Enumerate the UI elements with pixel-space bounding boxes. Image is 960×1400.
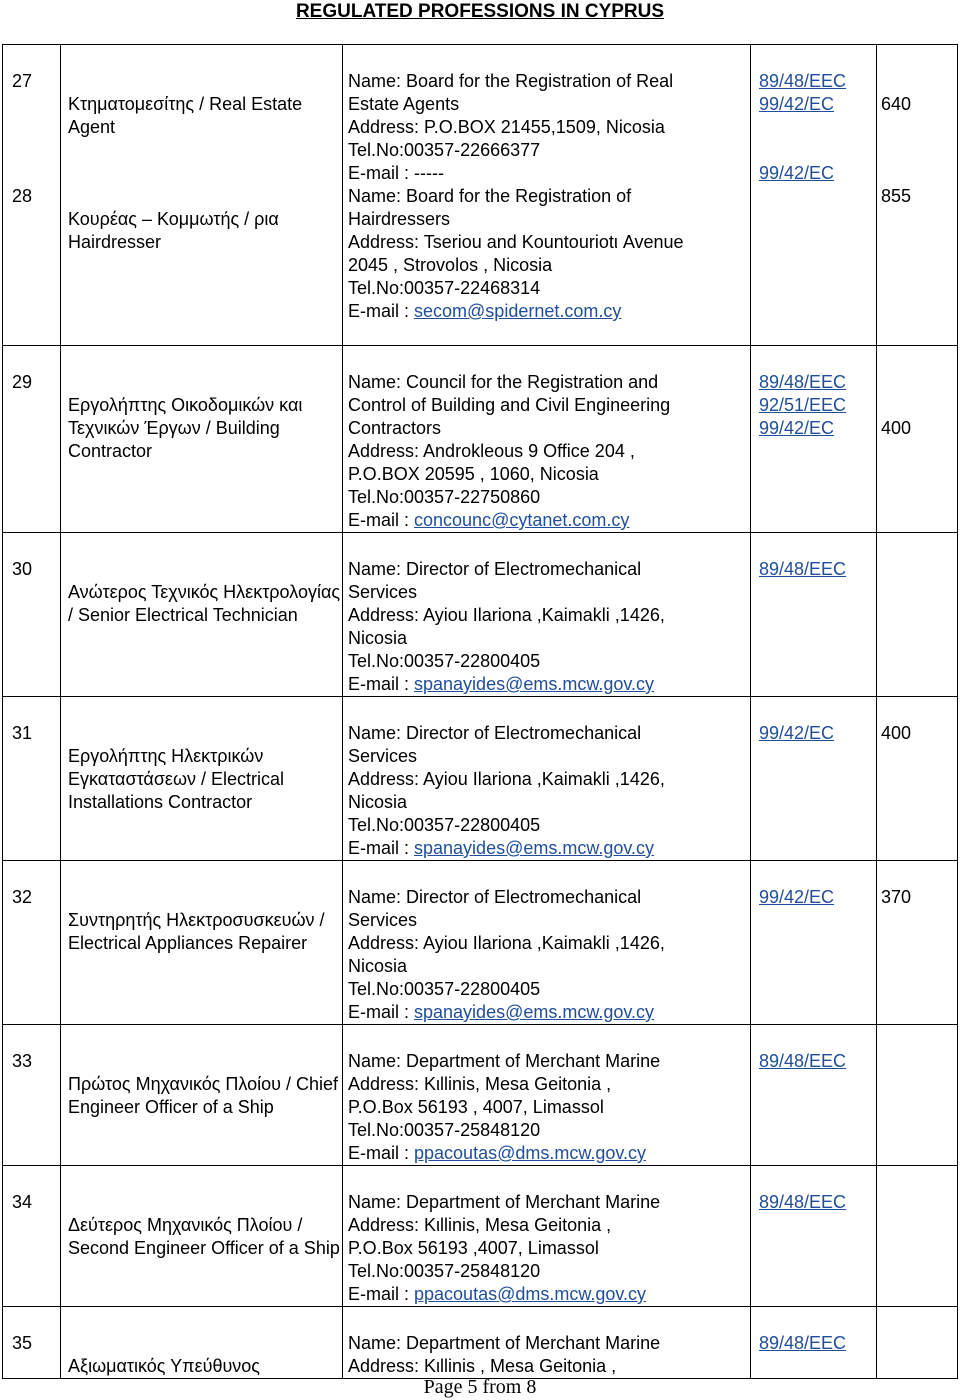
contact-line: Name: Director of Electromechanical <box>348 559 642 579</box>
email-line <box>348 509 750 532</box>
table-row <box>3 533 958 697</box>
count-value: 370 <box>881 887 912 907</box>
directive-cell <box>751 1307 877 1379</box>
contact-line: Tel.No:00357-22666377 <box>348 140 541 160</box>
contact-line: Nicosia <box>348 792 408 812</box>
directive-cell <box>751 861 877 1025</box>
count-cell <box>877 1025 958 1166</box>
email-label: E-mail : <box>348 838 415 858</box>
contact-line: P.O.Box 56193 , 4007, Limassol <box>348 1097 604 1117</box>
row-number-cell <box>3 861 61 1025</box>
email-link[interactable]: spanayides@ems.mcw.gov.cy <box>414 1002 655 1022</box>
directive-link[interactable]: 89/48/EEC <box>759 1333 847 1353</box>
profession-cell <box>61 861 343 1025</box>
contact-line: Name: Board for the Registration of Real <box>348 71 674 91</box>
email-label: E-mail : <box>348 510 415 530</box>
contact-line: Name: Board for the Registration of <box>348 186 632 206</box>
competent-authority-cell <box>343 861 751 1025</box>
email-line <box>348 300 750 323</box>
email-link[interactable]: secom@spidernet.com.cy <box>414 301 622 321</box>
profession-name: Εργολήπτης Ηλεκτρικών Εγκαταστάσεων / Electrical Installations Contractor <box>68 746 285 812</box>
profession-name: Συντηρητής Ηλεκτροσυσκευών / Electrical Appliances Repairer <box>68 910 325 953</box>
count-cell <box>877 861 958 1025</box>
contact-line: Address: P.O.BOX 21455,1509, Nicosia <box>348 117 665 137</box>
contact-line: P.O.Box 56193 ,4007, Limassol <box>348 1238 599 1258</box>
contact-line: Control of Building and Civil Engineering <box>348 395 671 415</box>
contact-line: Tel.No:00357-22468314 <box>348 278 541 298</box>
directive-cell <box>751 1025 877 1166</box>
directive-link[interactable]: 99/42/EC <box>759 94 835 114</box>
email-link[interactable]: concounc@cytanet.com.cy <box>414 510 630 530</box>
row-number: 28 <box>12 186 33 206</box>
email-line <box>348 1283 750 1306</box>
table-row <box>3 346 958 533</box>
email-label: E-mail : <box>348 301 415 321</box>
profession-name: Πρώτος Μηχανικός Πλοίου / Chief Engineer Officer of a Ship <box>68 1074 339 1117</box>
email-label: E-mail : <box>348 1002 415 1022</box>
email-label: E-mail : <box>348 1143 415 1163</box>
profession-cell <box>61 1166 343 1307</box>
contact-line: Services <box>348 582 418 602</box>
email-label: E-mail : <box>348 1284 415 1304</box>
row-number: 32 <box>12 887 33 907</box>
profession-name: Δεύτερος Μηχανικός Πλοίου / Second Engineer Officer of a Ship <box>68 1215 340 1258</box>
directive-link[interactable]: 89/48/EEC <box>759 1192 847 1212</box>
competent-authority-cell <box>343 697 751 861</box>
competent-authority-cell <box>343 533 751 697</box>
profession-cell <box>61 1025 343 1166</box>
contact-line: Nicosia <box>348 956 408 976</box>
email-link[interactable]: ppacoutas@dms.mcw.gov.cy <box>414 1284 647 1304</box>
directive-link[interactable]: 99/42/EC <box>759 723 835 743</box>
count-cell <box>877 45 958 346</box>
count-cell <box>877 1307 958 1379</box>
contact-line: Services <box>348 910 418 930</box>
contact-line: Tel.No:00357-25848120 <box>348 1261 541 1281</box>
directive-cell <box>751 533 877 697</box>
contact-line: Name: Council for the Registration and <box>348 372 659 392</box>
contact-line: Hairdressers <box>348 209 451 229</box>
row-number-cell <box>3 1307 61 1379</box>
count-value: 640 <box>881 94 912 114</box>
count-value: 400 <box>881 418 912 438</box>
profession-cell <box>61 533 343 697</box>
email-line <box>348 1142 750 1165</box>
contact-line: Address: Ayiou Ilariona ,Kaimakli ,1426, <box>348 769 665 789</box>
count-cell <box>877 533 958 697</box>
profession-name: Ανώτερος Τεχνικός Ηλεκτρολογίας / Senior Electrical Technician <box>68 582 341 625</box>
table-row <box>3 45 958 346</box>
row-number: 33 <box>12 1051 33 1071</box>
contact-line: Name: Department of Merchant Marine <box>348 1192 661 1212</box>
email-line <box>348 1001 750 1024</box>
email-link[interactable]: spanayides@ems.mcw.gov.cy <box>414 674 655 694</box>
table-row <box>3 697 958 861</box>
contact-line: Tel.No:00357-22800405 <box>348 815 541 835</box>
profession-cell <box>61 1307 343 1379</box>
count-value: 400 <box>881 723 912 743</box>
contact-line: Nicosia <box>348 628 408 648</box>
profession-name: Εργολήπτης Οικοδομικών και Τεχνικών Έργων / Building Contractor <box>68 395 303 461</box>
contact-line: Address: Kιllinis , Mesa Geitonia , <box>348 1356 617 1376</box>
contact-line: Name: Director of Electromechanical <box>348 723 642 743</box>
page-title: REGULATED PROFESSIONS IN CYPRUS <box>295 1 665 22</box>
row-number: 34 <box>12 1192 33 1212</box>
contact-line: Tel.No:00357-25848120 <box>348 1120 541 1140</box>
email-line <box>348 837 750 860</box>
table-row <box>3 1307 958 1379</box>
row-number-cell <box>3 697 61 861</box>
email-line <box>348 673 750 696</box>
contact-line: Contractors <box>348 418 442 438</box>
competent-authority-cell <box>343 1025 751 1166</box>
profession-cell <box>61 346 343 533</box>
contact-line: Address: Kιllinis, Mesa Geitonia , <box>348 1215 612 1235</box>
directive-cell <box>751 1166 877 1307</box>
contact-line: P.O.BOX 20595 , 1060, Nicosia <box>348 464 599 484</box>
row-number-cell <box>3 1166 61 1307</box>
page-footer: Page 5 from 8 <box>423 1376 537 1398</box>
contact-line: Name: Director of Electromechanical <box>348 887 642 907</box>
directive-link[interactable]: 99/42/EC <box>759 418 835 438</box>
directive-cell <box>751 346 877 533</box>
directive-cell <box>751 697 877 861</box>
professions-table <box>2 44 958 1379</box>
profession-name: Κουρέας – Κομμωτής / ρια Hairdresser <box>68 209 279 252</box>
email-link[interactable]: ppacoutas@dms.mcw.gov.cy <box>414 1143 647 1163</box>
contact-line: Tel.No:00357-22800405 <box>348 979 541 999</box>
count-cell <box>877 1166 958 1307</box>
contact-line: E-mail : ----- <box>348 163 444 183</box>
profession-cell <box>61 697 343 861</box>
email-label: E-mail : <box>348 674 415 694</box>
contact-line: Address: Tseriou and Kountouriotι Avenue <box>348 232 684 252</box>
table-row <box>3 861 958 1025</box>
competent-authority-cell <box>343 45 751 346</box>
contact-line: Tel.No:00357-22800405 <box>348 651 541 671</box>
directive-link[interactable]: 99/42/EC <box>759 887 835 907</box>
competent-authority-cell <box>343 1166 751 1307</box>
count-cell <box>877 697 958 861</box>
contact-line: Name: Department of Merchant Marine <box>348 1051 661 1071</box>
table-row <box>3 1025 958 1166</box>
row-number: 35 <box>12 1333 33 1353</box>
row-number-cell <box>3 45 61 346</box>
contact-line: Address: Ayiou Ilariona ,Kaimakli ,1426, <box>348 605 665 625</box>
count-cell <box>877 346 958 533</box>
row-number: 31 <box>12 723 33 743</box>
directive-link[interactable]: 89/48/EEC <box>759 559 847 579</box>
row-number: 30 <box>12 559 33 579</box>
count-value: 855 <box>881 186 912 206</box>
profession-name: Αξιωματικός Υπεύθυνος <box>68 1356 260 1376</box>
row-number-cell <box>3 533 61 697</box>
row-number-cell <box>3 1025 61 1166</box>
directive-cell <box>751 45 877 346</box>
contact-line: Address: Androkleous 9 Office 204 , <box>348 441 635 461</box>
row-number: 29 <box>12 372 33 392</box>
row-number: 27 <box>12 71 33 91</box>
contact-line: Name: Department of Merchant Marine <box>348 1333 661 1353</box>
directive-link[interactable]: 89/48/EEC <box>759 71 847 91</box>
profession-name: Κτηματομεσίτης / Real Estate Agent <box>68 94 303 137</box>
contact-line: Tel.No:00357-22750860 <box>348 487 541 507</box>
profession-cell <box>61 45 343 346</box>
directive-link[interactable]: 99/42/EC <box>759 163 835 183</box>
spacer <box>759 116 876 162</box>
directive-link[interactable]: 92/51/EEC <box>759 395 847 415</box>
contact-line: Address: Ayiou Ilariona ,Kaimakli ,1426, <box>348 933 665 953</box>
email-link[interactable]: spanayides@ems.mcw.gov.cy <box>414 838 655 858</box>
directive-link[interactable]: 89/48/EEC <box>759 372 847 392</box>
competent-authority-cell <box>343 1307 751 1379</box>
contact-line: Estate Agents <box>348 94 460 114</box>
competent-authority-cell <box>343 346 751 533</box>
contact-line: 2045 , Strovolos , Nicosia <box>348 255 553 275</box>
contact-line: Services <box>348 746 418 766</box>
directive-link[interactable]: 89/48/EEC <box>759 1051 847 1071</box>
row-number-cell <box>3 346 61 533</box>
table-row <box>3 1166 958 1307</box>
contact-line: Address: Kιllinis, Mesa Geitonia , <box>348 1074 612 1094</box>
